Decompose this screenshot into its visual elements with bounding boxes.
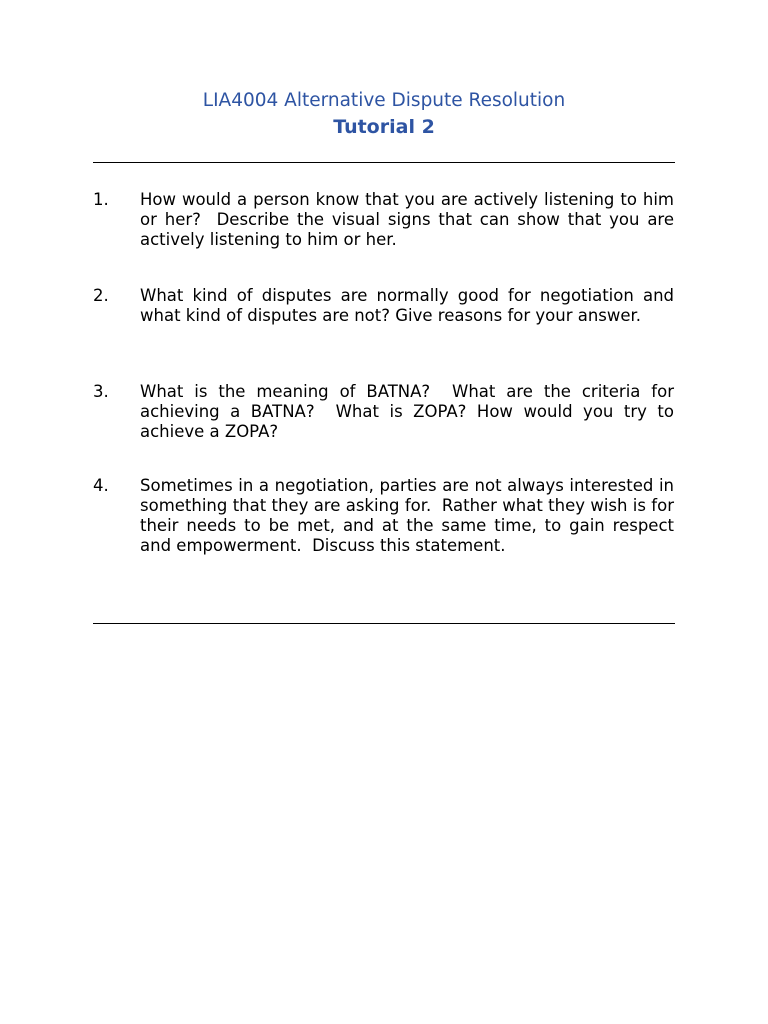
tutorial-title: Tutorial 2 [333,116,435,138]
question-text: What kind of disputes are normally good for negotiation and what kind of disputes are not? Give reasons for your answer. [140,286,680,325]
course-title: LIA4004 Alternative Dispute Resolution [202,90,566,111]
question-text: How would a person know that you are actively listening to him or her? Describe the visual signs that can show that you are actively listening to him or her. [140,190,680,249]
question-number: 4. [93,476,109,495]
question-number: 2. [93,286,109,305]
top-divider [93,162,675,163]
bottom-divider [93,623,675,624]
question-number: 3. [93,382,109,401]
question-number: 1. [93,190,109,209]
question-text: Sometimes in a negotiation, parties are not always interested in something that they are asking for. Rather what they wish is for their needs to be met, and at the same time, to gain respect and empowerment. Discuss this statement. [140,476,680,555]
question-text: What is the meaning of BATNA? What are the criteria for achieving a BATNA? What is ZOPA? How would you try to achieve a ZOPA? [140,382,680,441]
